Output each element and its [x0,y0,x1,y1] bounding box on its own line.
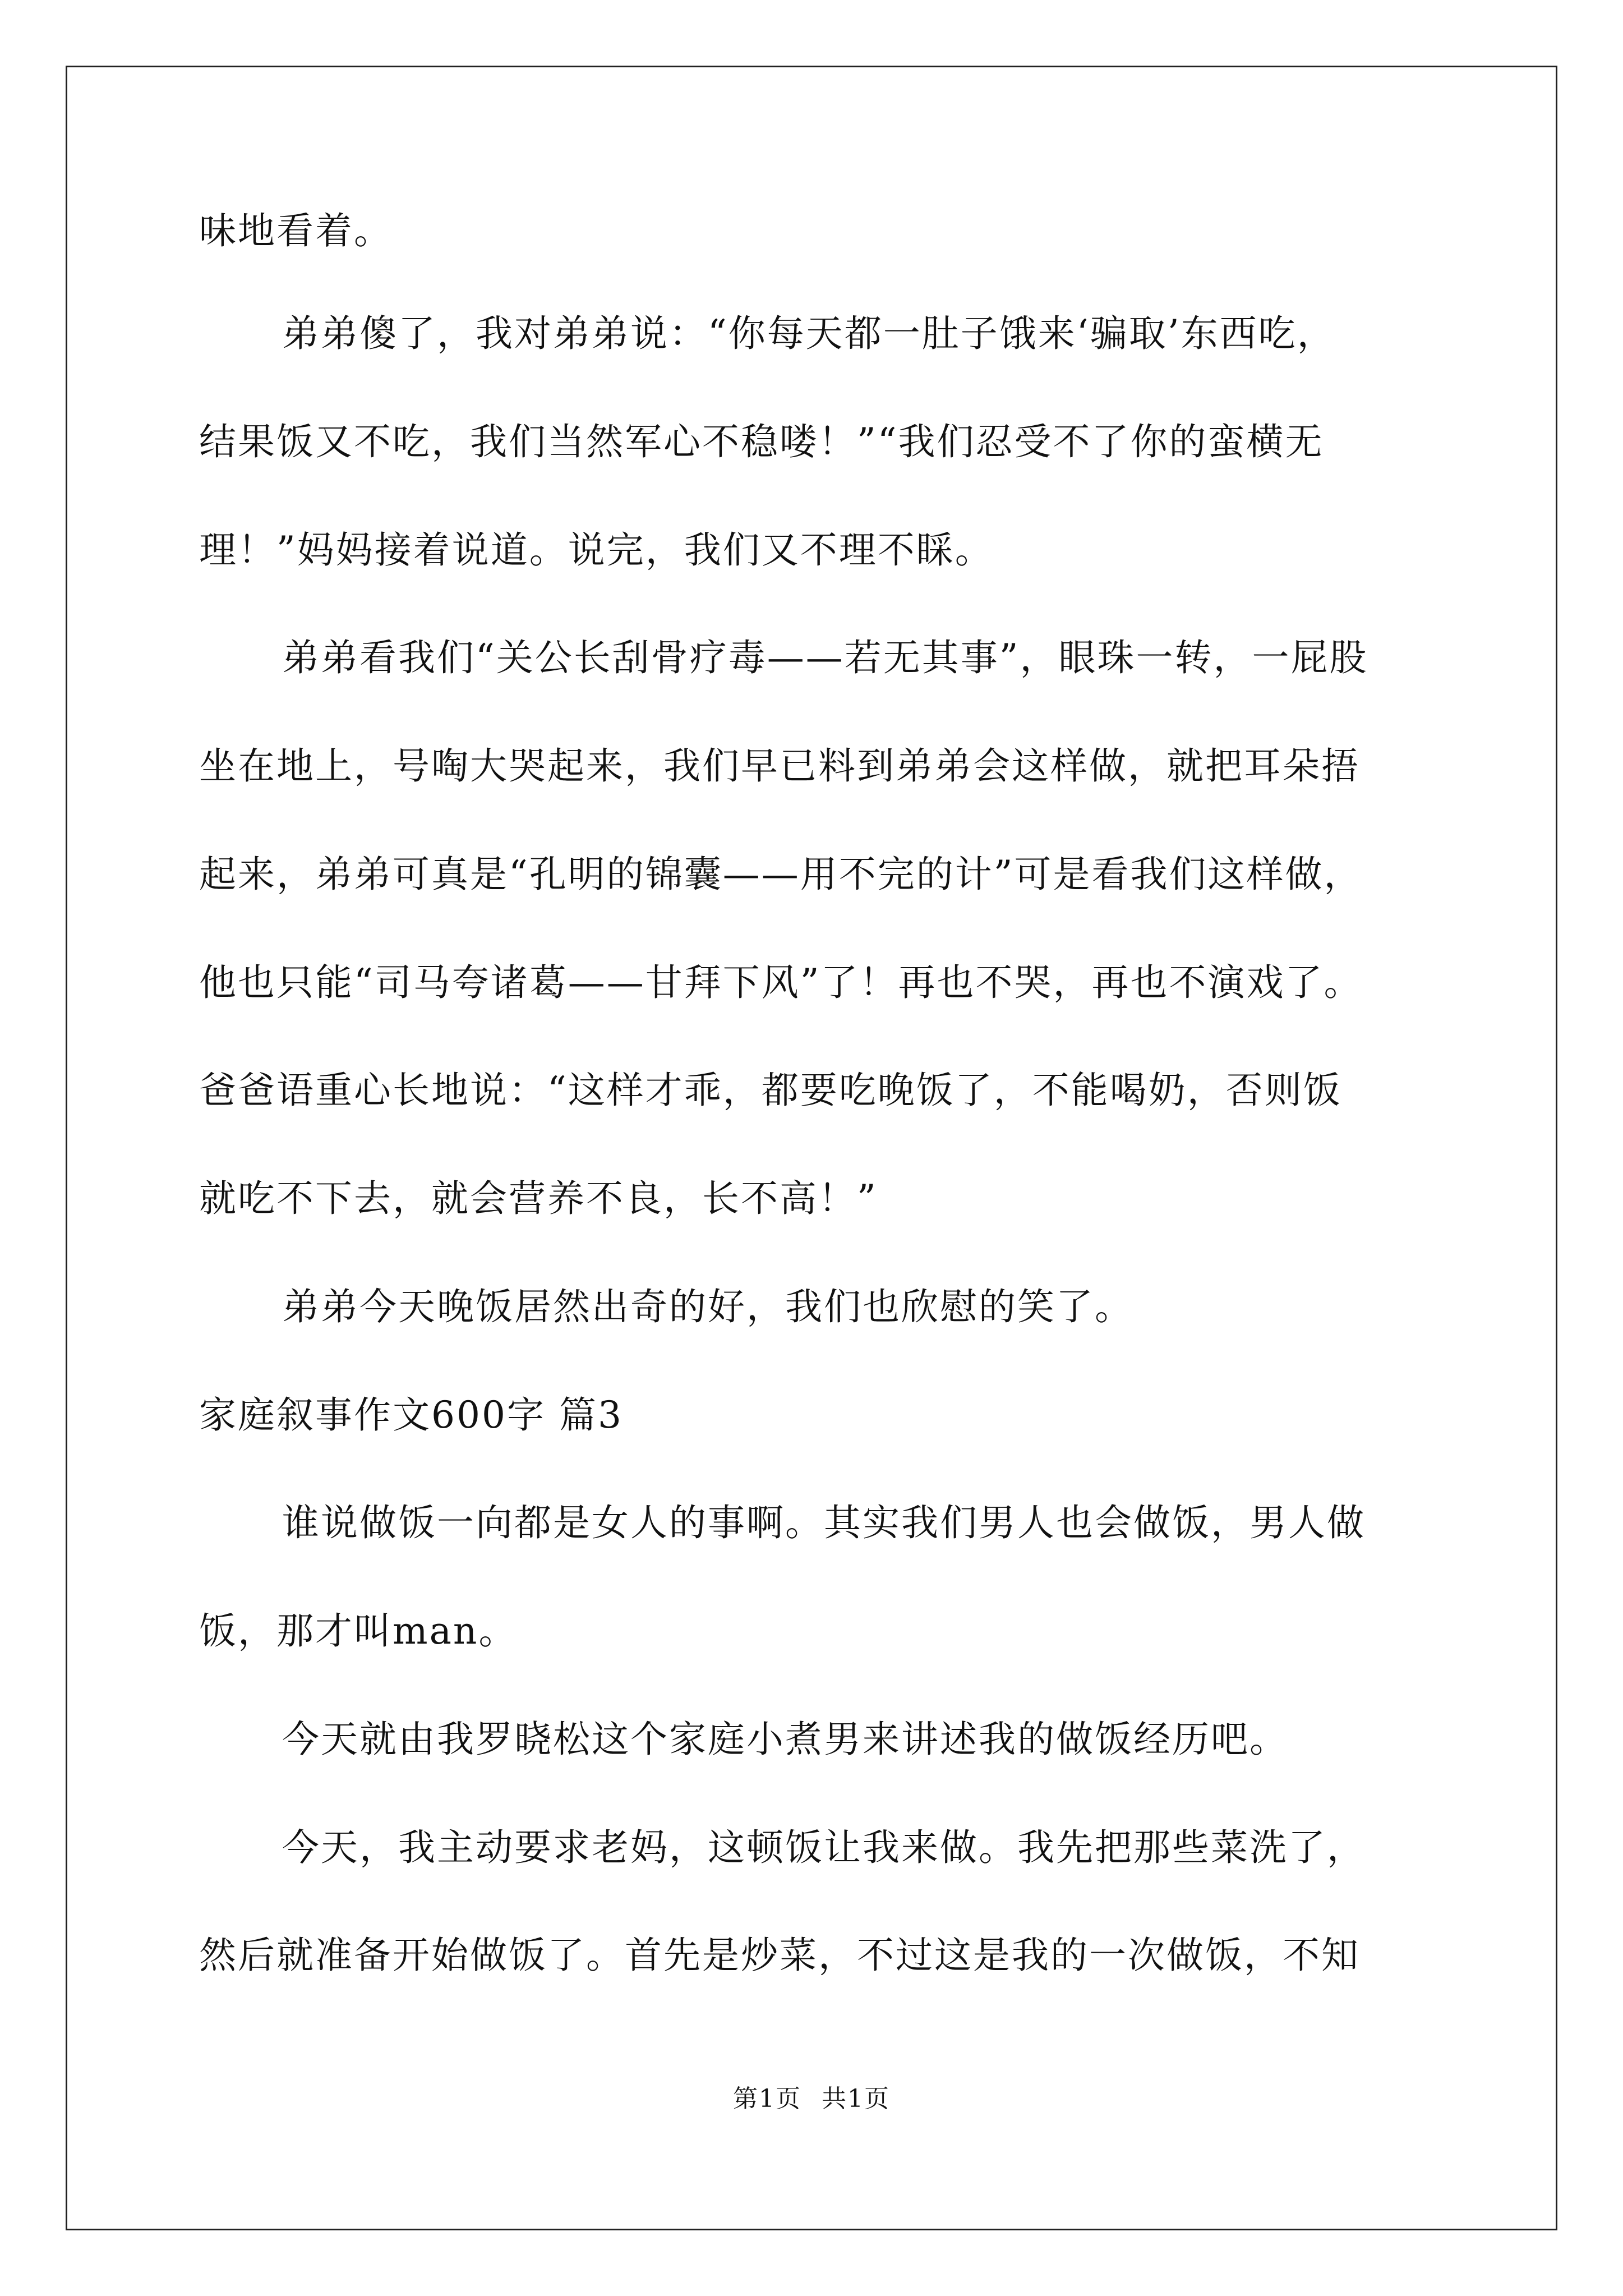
page-total: 共1页 [822,2085,890,2113]
section-heading: 家庭叙事作文600字 篇3 [199,1393,623,1437]
text-line: 起来，弟弟可真是“孔明的锦囊——用不完的计”可是看我们这样做， [199,853,1363,896]
page-number: 第1页 [733,2085,801,2113]
text-line: 今天就由我罗晓松这个家庭小煮男来讲述我的做饭经历吧。 [282,1718,1288,1761]
text-line: 坐在地上，号啕大哭起来，我们早已料到弟弟会这样做，就把耳朵捂 [199,744,1360,788]
text-line: 理！”妈妈接着说道。说完，我们又不理不睬。 [199,528,994,572]
text-line: 饭，那才叫man。 [199,1609,518,1653]
page-border [66,66,1557,2230]
text-line: 弟弟看我们“关公长刮骨疗毒——若无其事”，眼珠一转，一屁股 [282,636,1368,679]
text-line: 结果饭又不吃，我们当然军心不稳喽！”“我们忍受不了你的蛮横无 [199,420,1324,463]
text-line: 谁说做饭一向都是女人的事啊。其实我们男人也会做饭，男人做 [282,1501,1366,1544]
text-line: 爸爸语重心长地说：“这样才乖，都要吃晚饭了，不能喝奶，否则饭 [199,1069,1342,1112]
text-line: 今天，我主动要求老妈，这顿饭让我来做。我先把那些菜洗了， [282,1826,1366,1869]
text-line: 然后就准备开始做饭了。首先是炒菜，不过这是我的一次做饭，不知 [199,1934,1360,1977]
text-line: 就吃不下去，就会营养不良，长不高！” [199,1177,878,1220]
text-line: 弟弟今天晚饭居然出奇的好，我们也欣慰的笑了。 [282,1285,1133,1328]
text-line: 他也只能“司马夸诸葛——甘拜下风”了！再也不哭，再也不演戏了。 [199,961,1363,1004]
page-footer [0,2082,1623,2116]
text-line: 味地看着。 [199,209,393,252]
text-line: 弟弟傻了，我对弟弟说：“你每天都一肚子饿来‘骗取’东西吃， [282,312,1336,355]
